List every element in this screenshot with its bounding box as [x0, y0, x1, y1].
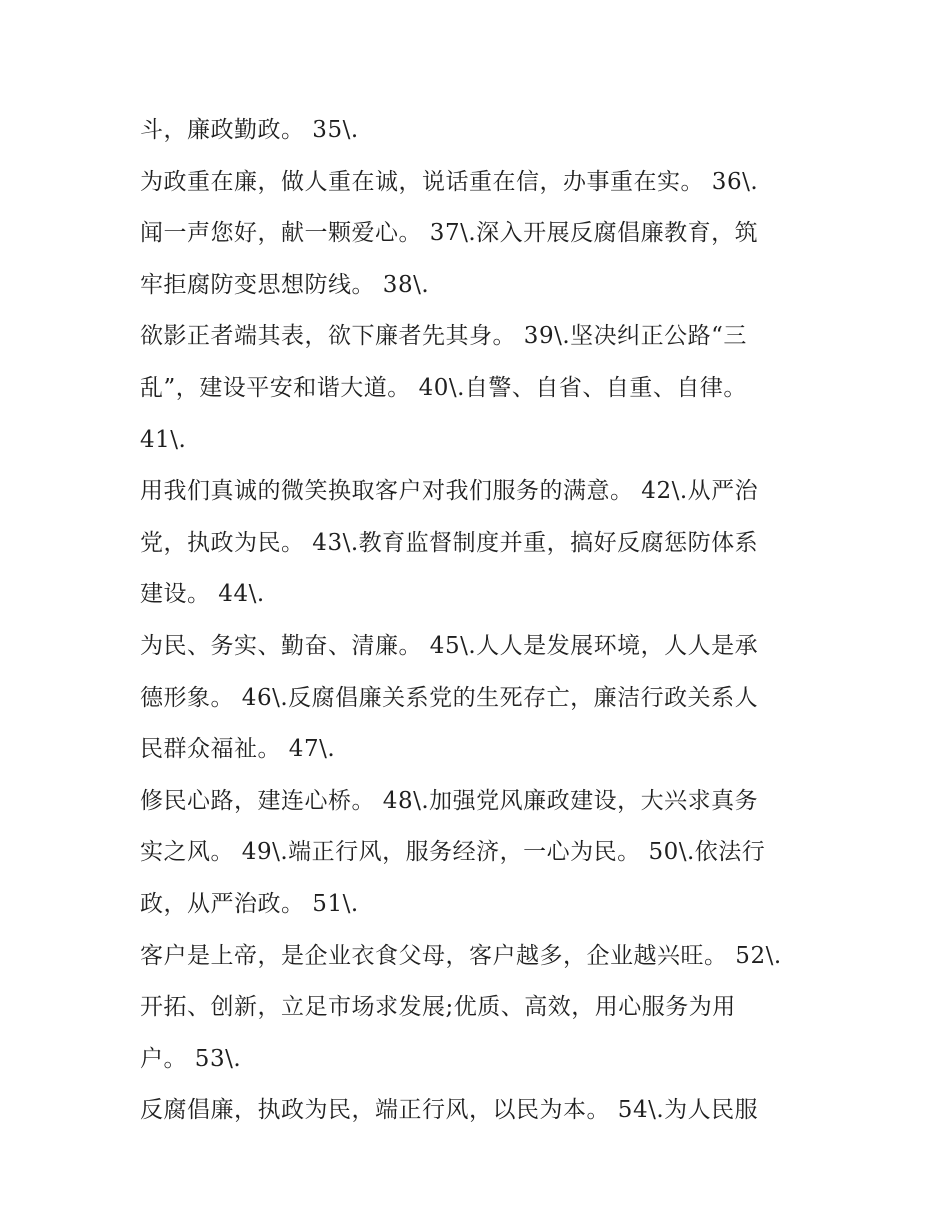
text-line: 民群众福祉。 47\. — [140, 736, 336, 763]
text-line: 为民、务实、勤奋、清廉。 45\.人人是发展环境，人人是承 — [140, 632, 759, 659]
text-line: 欲影正者端其表，欲下廉者先其身。 39\.坚决纠正公路“三 — [140, 323, 747, 350]
text-line: 建设。 44\. — [140, 581, 265, 608]
text-line: 德形象。 46\.反腐倡廉关系党的生死存亡，廉洁行政关系人 — [140, 684, 759, 711]
text-line: 修民心路，建连心桥。 48\.加强党风廉政建设，大兴求真务 — [140, 787, 759, 814]
text-line: 党，执政为民。 43\.教育监督制度并重，搞好反腐惩防体系 — [140, 529, 759, 556]
text-line: 反腐倡廉，执政为民，端正行风，以民为本。 54\.为人民服 — [140, 1097, 759, 1124]
text-line: 41\. — [140, 426, 187, 453]
text-line: 户。 53\. — [140, 1045, 242, 1072]
body-text — [140, 108, 840, 1140]
text-line: 牢拒腐防变思想防线。 38\. — [140, 271, 430, 298]
text-line: 开拓、创新，立足市场求发展;优质、高效，用心服务为用 — [140, 994, 736, 1021]
text-line: 闻一声您好，献一颗爱心。 37\.深入开展反腐倡廉教育，筑 — [140, 220, 759, 247]
text-line: 实之风。 49\.端正行风，服务经济，一心为民。 50\.依法行 — [140, 839, 766, 866]
text-line: 用我们真诚的微笑换取客户对我们服务的满意。 42\.从严治 — [140, 478, 759, 505]
text-line: 乱”，建设平安和谐大道。 40\.自警、自省、自重、自律。 — [140, 374, 747, 401]
text-line: 为政重在廉，做人重在诚，说话重在信，办事重在实。 36\. — [140, 168, 759, 195]
text-line: 政，从严治政。 51\. — [140, 890, 359, 917]
text-line: 客户是上帝，是企业衣食父母，客户越多，企业越兴旺。 52\. — [140, 942, 782, 969]
text-line: 斗，廉政勤政。 35\. — [140, 117, 359, 143]
